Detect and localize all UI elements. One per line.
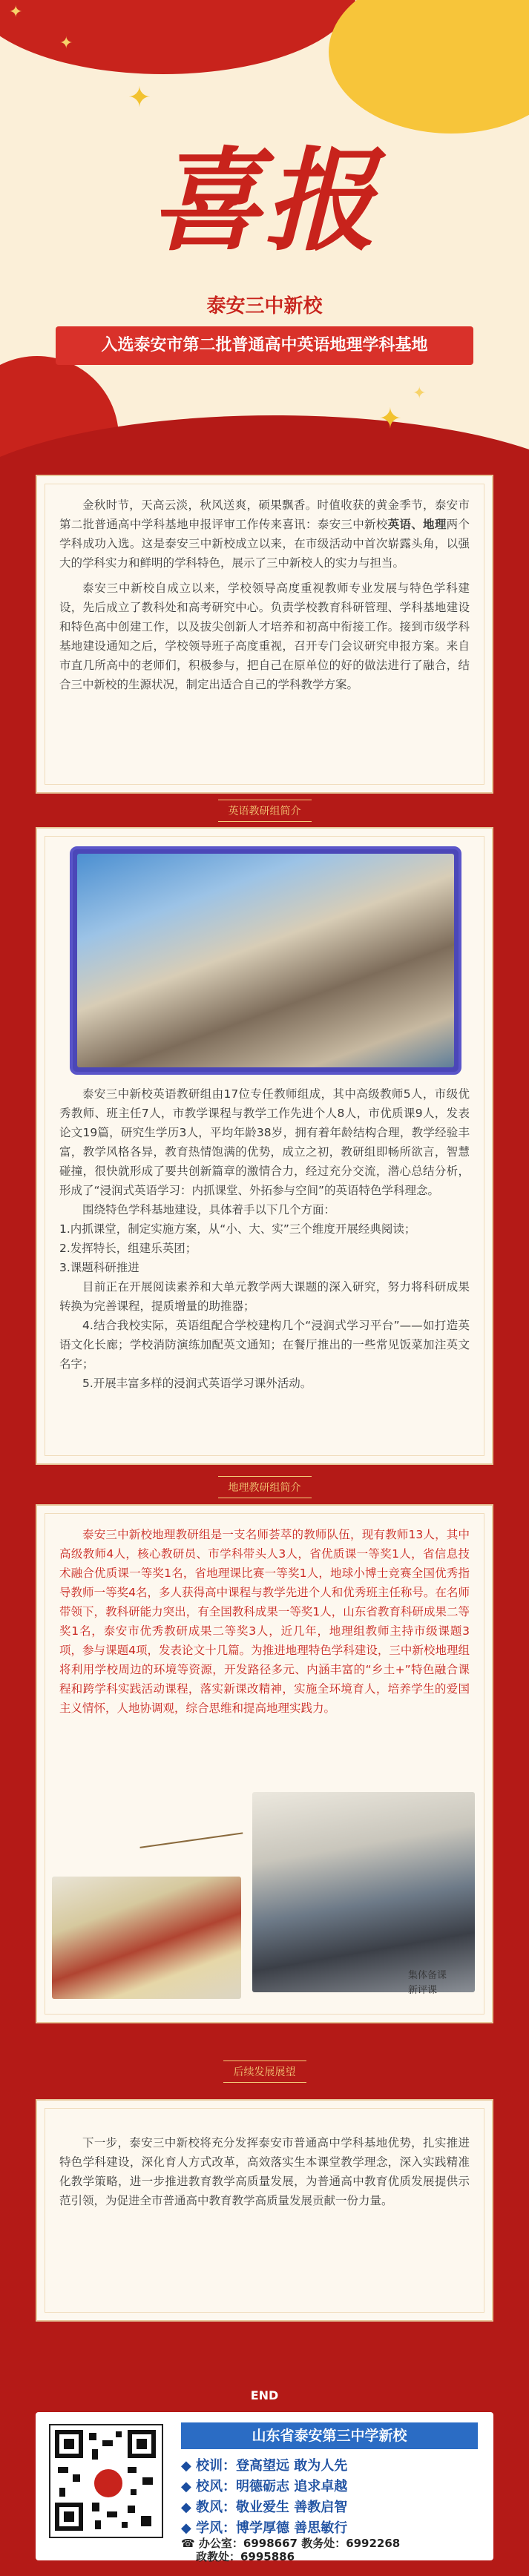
intro-paragraph: 泰安三中新校自成立以来，学校领导高度重视教师专业发展与特色学科建设，先后成立了教科处和高考研究中心。负责学校教育科研管理、学科基地建设和特色高中创建工作，以及拔尖创新人才培养和初高中衔接工作。接到市级学科基地建设通知之后，学校领导班子高度重视，召开专门会议研究申报方案。来自市直几所高中的老师们，积极参与，把自己在原单位的好的做法进行了融合，结合三中新校的生源状况，制定出适合自己的学科教学方案。 xyxy=(59,582,470,691)
intro-card xyxy=(36,475,493,794)
english-paragraph: 泰安三中新校英语教研组由17位专任教师组成，其中高级教师5人，市级优秀教师、班主任7人，市教学课程与教学工作先进个人8人，市优质课9人，发表论文19篇，研究生学历3人，平均年龄38岁，拥有着年龄结构合理，教学经验丰富，教学风格各异，教育热情饱满的优势，成立之初，教研组即畅所欲言，智慧碰撞，很快就形成了要共创新篇章的激情合力，经过充分交流，潜心总结分析，形成了“浸润式英语学习：内抓课堂、外拓参与空间”的英语特色学科理念。 xyxy=(59,1087,470,1197)
qr-code[interactable] xyxy=(49,2424,163,2538)
english-item: 5.开展丰富多样的浸润式英语学习课外活动。 xyxy=(82,1377,312,1390)
school-logo-icon xyxy=(92,2467,125,2500)
qr-module xyxy=(122,2522,128,2528)
english-item: 目前正在开展阅读素养和大单元教学两大课题的深入研究，努力将科研成果转换为完善课程，提质增量的助推器； xyxy=(59,1280,470,1313)
photo-caption: 新评课 xyxy=(408,1985,438,1996)
motto-text: 敬业爱生 善教启智 xyxy=(236,2500,348,2515)
footer-card xyxy=(36,2412,493,2563)
qr-module xyxy=(89,2433,96,2440)
qr-module xyxy=(92,2503,99,2511)
qr-module xyxy=(58,2467,68,2473)
english-paragraph: 围绕特色学科基地建设，具体着手以下几个方面： xyxy=(82,1203,336,1216)
qr-finder xyxy=(55,2430,83,2458)
subtitle-banner: 入选泰安市第二批普通高中英语地理学科基地 xyxy=(56,326,473,365)
intro-paragraph xyxy=(59,495,470,573)
photo-caption: 集体备课 xyxy=(408,1970,447,1981)
section-tag xyxy=(0,1476,529,1498)
star-icon: ✦ xyxy=(59,34,73,53)
school-name: 泰安三中新校 xyxy=(206,295,323,317)
star-icon: ✦ xyxy=(413,384,427,403)
pin-icon: ◆ xyxy=(181,2458,191,2474)
motto-row xyxy=(181,2455,478,2474)
group-photo xyxy=(252,1792,475,1992)
section-tag xyxy=(0,2061,529,2083)
closing-tag: 后续发展展望 xyxy=(223,2061,306,2083)
intro-text: 金秋时节，天高云淡，秋风送爽，硕果飘香。时值收获的黄金季节，泰安市第二批普通高中学科基地申报评审工作传来喜讯：泰安三中新校 xyxy=(59,498,470,531)
qr-module xyxy=(102,2440,113,2446)
closing-card xyxy=(36,2099,493,2322)
qr-finder xyxy=(55,2503,83,2531)
english-item: 4.结合我校实际，英语组配合学校建构几个“浸润式学习平台”——如打造英语文化长廊；学校消防演练加配英文通知；在餐厅推出的一些常见饭菜加注英文名字； xyxy=(59,1319,470,1371)
phone-icon: ☎ xyxy=(181,2537,199,2550)
header-banner xyxy=(0,0,529,519)
pin-icon: ◆ xyxy=(181,2500,191,2515)
motto-text: 登高望远 敢为人先 xyxy=(236,2458,348,2474)
qr-module xyxy=(92,2449,98,2460)
motto-row xyxy=(181,2517,478,2537)
qr-module xyxy=(141,2516,151,2526)
page-title: 喜报 xyxy=(150,136,379,266)
motto-label: 教风： xyxy=(196,2500,236,2515)
english-item: 3.课题科研推进 xyxy=(59,1261,139,1274)
star-icon: ✦ xyxy=(9,3,23,22)
section-tag xyxy=(0,800,529,822)
qr-module xyxy=(107,2511,117,2517)
footer-title: 山东省泰安第三中学新校 xyxy=(181,2422,478,2449)
motto-row xyxy=(181,2497,478,2516)
branch-decor xyxy=(139,1832,246,1870)
english-item: 2.发挥特长，组建乐英团； xyxy=(59,1242,197,1255)
pin-icon: ◆ xyxy=(181,2479,191,2494)
geography-paragraph: 泰安三中新校地理教研组是一支名师荟萃的教师队伍，现有教师13人，其中高级教师4人，核心教研员、市学科带头人3人，省优质课一等奖1人，省信息技术融合优质课一等奖1名，省地理课比赛一等奖1人，地球小博士竞赛全国优秀指导教师一等奖4名，多人获得高中课程与教学先进个人和优秀班主任称号。在名师带领下，教科研能力突出，有全国教科成果一等奖1人，山东省教育科研成果二等奖1名，泰安市优秀教研成果二等奖3人，近几年，地理组教师主持市级课题3项，参与课题4项，发表论文十几篇。为推进地理特色学科建设，三中新校地理组将利用学校周边的环境等资源，开发路径多元、内涵丰富的“乡土+”特色融合课程和跨学科实践活动课程，落实新课改精神，实施全环境育人，培养学生的爱国主义情怀，人地协调观，综合思维和提高地理实践力。 xyxy=(59,1528,470,1715)
intro-text: 两个学科成功入选。这是泰安三中新校成立以来，在市级活动中首次崭露头角，以强大的学科实力和鲜明的学科特色，展示了三中新校人的实力与担当。 xyxy=(59,518,470,570)
qr-module xyxy=(128,2467,137,2473)
motto-text: 明德砺志 追求卓越 xyxy=(236,2479,348,2494)
motto-label: 校训： xyxy=(196,2458,236,2474)
end-label: END xyxy=(250,2388,279,2402)
qr-module xyxy=(116,2431,122,2437)
phone-text: 办公室：6998667 教务处：6992268 xyxy=(198,2537,401,2550)
qr-module xyxy=(131,2489,137,2495)
english-card xyxy=(36,827,493,1465)
geography-tag: 地理教研组简介 xyxy=(218,1476,312,1498)
motto-label: 学风： xyxy=(196,2520,236,2536)
motto-text: 博学厚德 善思敏行 xyxy=(236,2520,348,2536)
pin-icon: ◆ xyxy=(181,2520,191,2536)
closing-paragraph: 下一步，泰安三中新校将充分发挥泰安市普通高中学科基地优势，扎实推进特色学科建设，深化育人方式改革，高效落实生本课堂教学理念，深入实践精准化教学策略，进一步推进教育教学高质量发展，为普通高中教育优质发展提供示范引领，为促进全市普通高中教育教学高质量发展贡献一份力量。 xyxy=(59,2136,470,2207)
qr-module xyxy=(59,2488,65,2497)
english-item: 1.内抓课堂，制定实施方案，从“小、大、实”三个维度开展经典阅读； xyxy=(59,1222,416,1236)
english-tag: 英语教研组简介 xyxy=(218,800,312,822)
phone-text: 政教处：6995886 xyxy=(196,2550,295,2563)
star-icon: ✦ xyxy=(128,81,151,113)
phone-row xyxy=(196,2549,493,2564)
qr-module xyxy=(95,2520,101,2529)
classroom-photo xyxy=(52,1877,241,1999)
qr-module xyxy=(73,2474,80,2482)
motto-row xyxy=(181,2476,478,2495)
motto-label: 校风： xyxy=(196,2479,236,2494)
qr-module xyxy=(142,2477,153,2485)
qr-module xyxy=(128,2506,135,2513)
star-icon: ✦ xyxy=(378,402,402,435)
qr-finder xyxy=(128,2430,156,2458)
geography-card xyxy=(36,1504,493,2023)
intro-subjects: 英语、地理 xyxy=(387,518,447,531)
decor-shape xyxy=(0,0,356,74)
